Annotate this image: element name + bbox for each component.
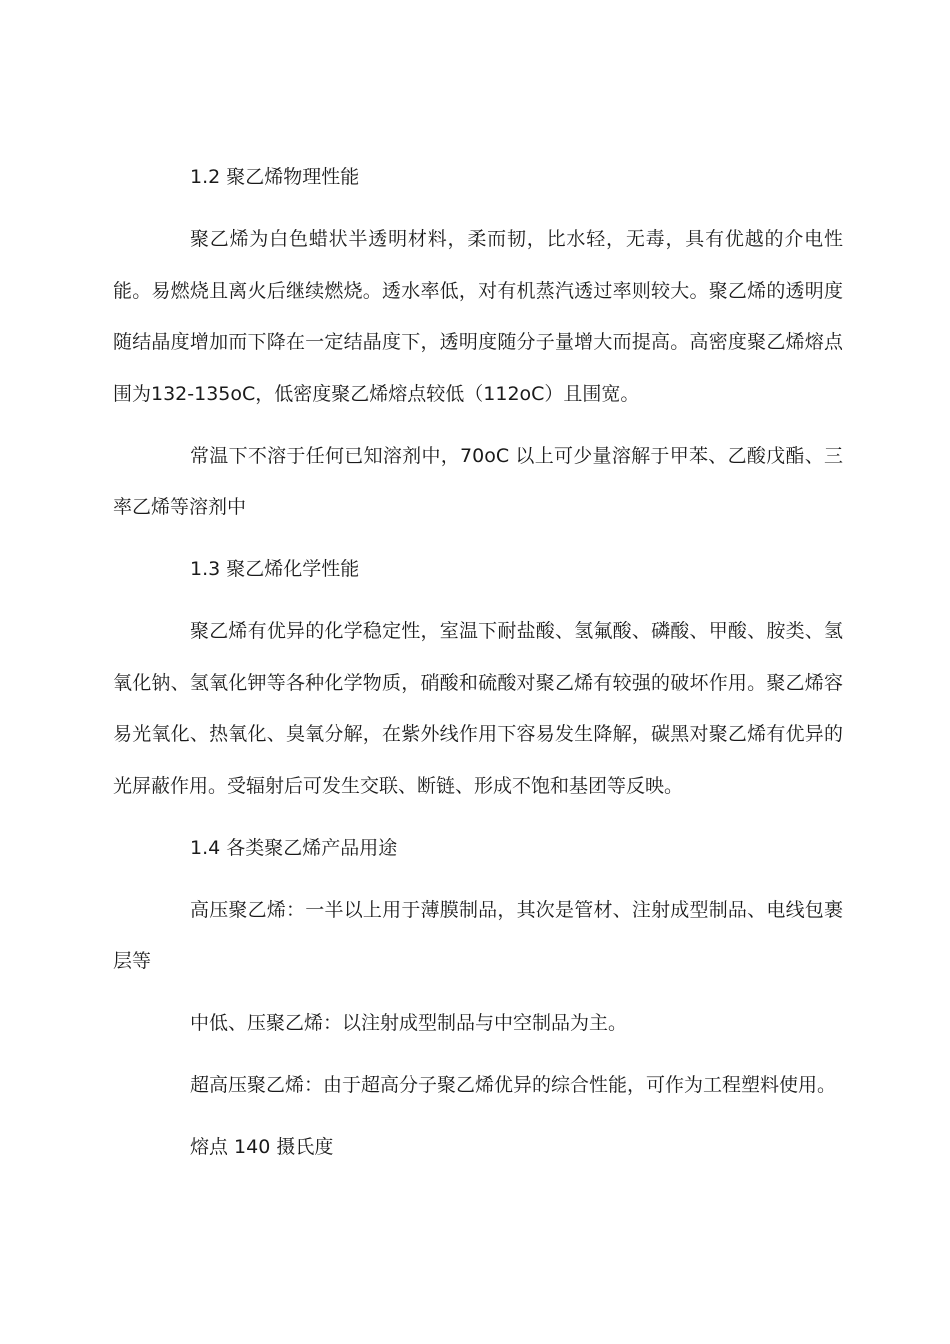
paragraph-medium-low-pressure-pe: 中低、压聚乙烯：以注射成型制品与中空制品为主。	[190, 1012, 628, 1034]
paragraph-melting-point: 熔点 140 摄氏度	[190, 1136, 334, 1158]
section-heading-1-2: 1.2 聚乙烯物理性能	[190, 166, 360, 188]
paragraph-high-pressure-pe: 高压聚乙烯：一半以上用于薄膜制品，其次是管材、注射成型制品、电线包裹层等	[113, 898, 843, 972]
document-body	[113, 152, 843, 1184]
section-heading-1-3: 1.3 聚乙烯化学性能	[190, 558, 360, 580]
paragraph-solubility: 常温下不溶于任何已知溶剂中，70oC 以上可少量溶解于甲苯、乙酸戊酯、三率乙烯等溶剂中	[113, 444, 843, 518]
section-heading-1-4: 1.4 各类聚乙烯产品用途	[190, 836, 398, 859]
paragraph-ultra-high-pressure-pe: 超高压聚乙烯：由于超高分子聚乙烯优异的综合性能，可作为工程塑料使用。	[190, 1074, 837, 1096]
paragraph-physical-properties: 聚乙烯为白色蜡状半透明材料，柔而韧，比水轻，无毒，具有优越的介电性能。易燃烧且离火后继续燃烧。透水率低，对有机蒸汽透过率则较大。聚乙烯的透明度随结晶度增加而下降在一定结晶度下，透明度随分子量增大而提高。高密度聚乙烯熔点围为132-135oC，低密度聚乙烯熔点较低（112oC）且围宽。	[113, 228, 843, 405]
paragraph-chemical-properties: 聚乙烯有优异的化学稳定性，室温下耐盐酸、氢氟酸、磷酸、甲酸、胺类、氢氧化钠、氢氧化钾等各种化学物质，硝酸和硫酸对聚乙烯有较强的破坏作用。聚乙烯容易光氧化、热氧化、臭氧分解，在紫外线作用下容易发生降解，碳黑对聚乙烯有优异的光屏蔽作用。受辐射后可发生交联、断链、形成不饱和基团等反映。	[113, 620, 843, 797]
